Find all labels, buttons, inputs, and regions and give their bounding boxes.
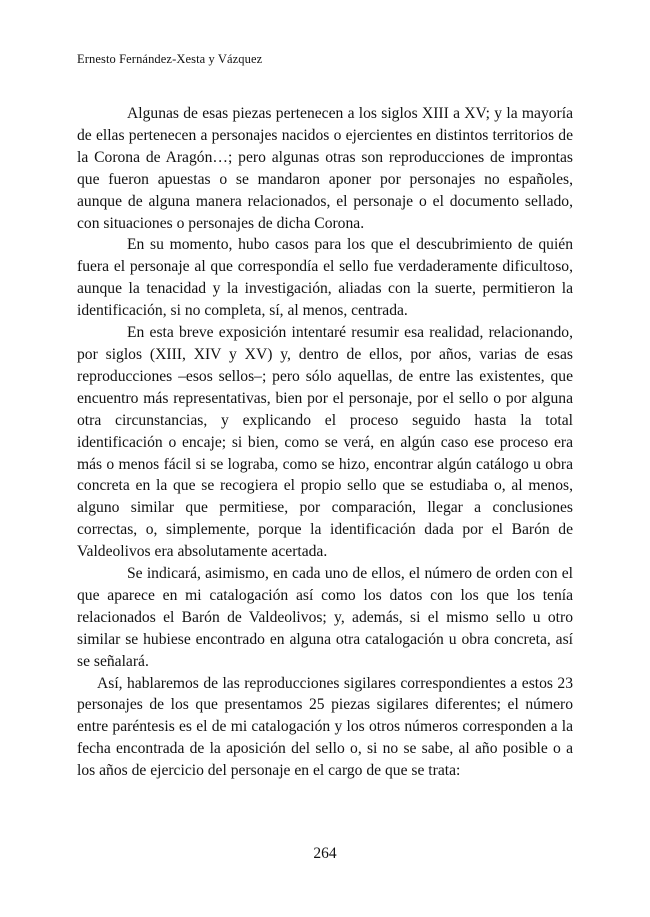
- running-header-author: Ernesto Fernández-Xesta y Vázquez: [77, 52, 263, 66]
- paragraph-2: En su momento, hubo casos para los que el descubrimiento de quién fuera el personaje al que correspondía el sello fue verdaderamente dificultoso, aunque la tenacidad y la investigación, aliadas con la suerte, permitieron la identificación, si no completa, sí, al menos, centrada.: [77, 236, 573, 320]
- paragraph-1: Algunas de esas piezas pertenecen a los siglos XIII a XV; y la mayoría de ellas pertenecen a personajes nacidos o ejercientes en distintos territorios de la Corona de Aragón…; pero algunas otras son reproducciones de improntas que fueron apuestas o se mandaron aponer por personajes no españoles, aunque de alguna manera relacionados, el personaje o el documento sellado, con situaciones o personajes de dicha Corona.: [77, 105, 573, 232]
- paragraph-5: Así, hablaremos de las reproducciones sigilares correspondientes a estos 23 personajes de los que presentamos 25 piezas sigilares diferentes; el número entre paréntesis es el de mi catalogación y los otros números corresponden a la fecha encontrada de la aposición del sello o, si no se sabe, al año posible o a los años de ejercicio del personaje en el cargo de que se trata:: [77, 674, 573, 780]
- page-number: 264: [313, 845, 337, 862]
- paragraph-3: En esta breve exposición intentaré resumir esa realidad, relacionando, por siglos (XIII, XIV y XV) y, dentro de ellos, por años, varias de esas reproducciones –esos sellos–; pero sólo aquellas, de entre las existentes, que encuentro más representativas, bien por el personaje, por el sello o por alguna otra circunstancias, y explicando el proceso seguido hasta la total identificación o encaje; si bien, como se verá, en algún caso ese proceso era más o menos fácil si se lograba, como se hizo, encontrar algún catálogo u obra concreta en la que se recogiera el propio sello que se estudiaba o, al menos, alguno similar que permitiese, por comparación, llegar a conclusiones correctas, o, simplemente, porque la identificación dada por el Barón de Valdeolivos era absolutamente acertada.: [77, 324, 573, 561]
- body-text: [77, 103, 573, 782]
- paragraph-4: Se indicará, asimismo, en cada uno de ellos, el número de orden con el que aparece en mi catalogación así como los datos con los que los tenía relacionados el Barón de Valdeolivos; y, además, si el mismo sello u otro similar se hubiese encontrado en alguna otra catalogación u obra concreta, así se señalará.: [77, 565, 573, 670]
